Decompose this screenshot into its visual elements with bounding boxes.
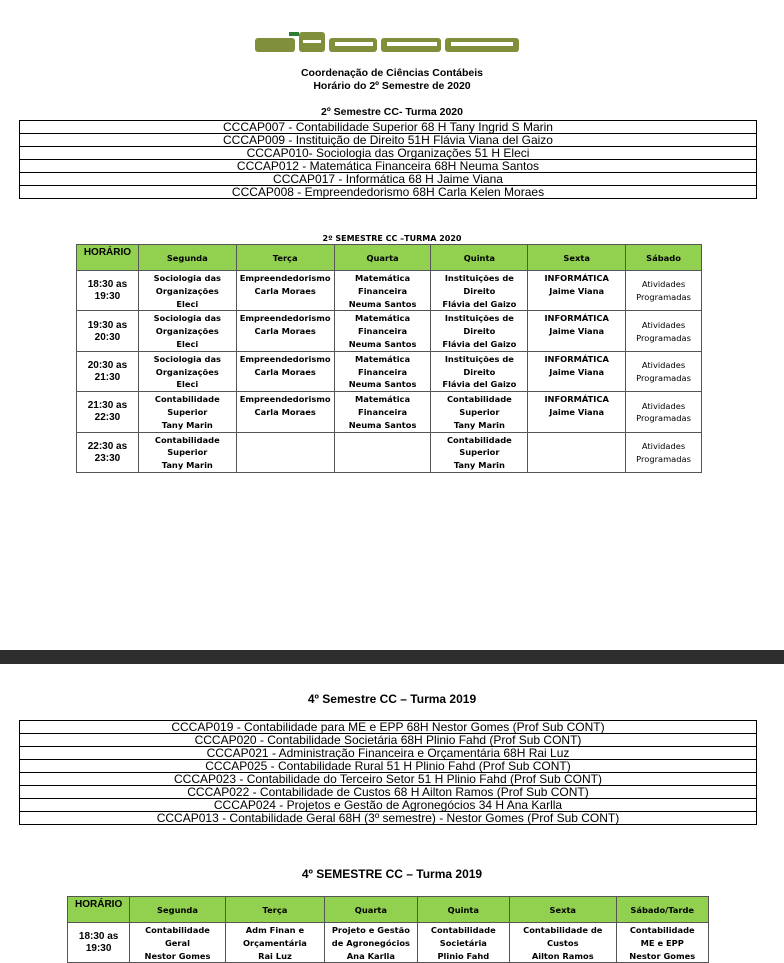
class-text: Societária (439, 937, 487, 948)
class-cell (528, 432, 626, 472)
class-text: Financeira (358, 285, 408, 296)
course-row (20, 760, 757, 773)
column-header: Segunda (130, 897, 225, 923)
class-text: Contabilidade (430, 925, 496, 935)
class-cell (138, 271, 236, 311)
class-text: Financeira (358, 406, 408, 417)
time-cell (77, 392, 139, 432)
class-text: Programadas (636, 292, 691, 303)
coordination-title: Coordenação de Ciências Contábeis (300, 67, 484, 79)
sem2-table-title: 2º SEMESTRE CC –TURMA 2020 (322, 234, 462, 243)
class-text: Atividades (641, 319, 686, 330)
schedule-row (77, 432, 702, 472)
class-cell (626, 311, 702, 351)
class-text: Empreendedorismo (239, 353, 331, 364)
time-text: 19:30 as (87, 319, 128, 331)
column-header: Terça (236, 245, 334, 271)
course-row (20, 734, 757, 747)
class-text: Superior (459, 447, 500, 458)
column-header: Segunda (138, 245, 236, 271)
column-header: Sábado/Tarde (616, 897, 709, 923)
class-text: Direito (463, 326, 496, 337)
document-page-2 (0, 664, 784, 961)
class-text: Projeto e Gestão (331, 925, 410, 935)
column-header: Quarta (325, 897, 417, 923)
class-text: Carla Moraes (254, 366, 316, 377)
class-cell (138, 432, 236, 472)
class-cell (431, 271, 528, 311)
class-text: Financeira (358, 366, 408, 377)
class-text: de Agronegócios (331, 937, 410, 948)
class-text: Matemática (355, 313, 411, 324)
class-cell (334, 392, 431, 432)
class-text: INFORMÁTICA (544, 273, 609, 283)
class-cell (626, 432, 702, 472)
class-text: Atividades (641, 440, 686, 451)
course-entry: CCCAP007 - Contabilidade Superior 68 H Tany Ingrid S Marin (20, 121, 757, 134)
class-text: Neuma Santos (348, 379, 417, 390)
class-text: Sociologia das (153, 353, 221, 364)
class-cell (616, 923, 709, 963)
class-text: Programadas (636, 453, 691, 464)
class-cell (130, 923, 225, 963)
class-text: Jaime Viana (549, 285, 605, 296)
class-text: Sociologia das (153, 273, 221, 283)
class-cell (334, 432, 431, 472)
class-text: Instituições de (444, 313, 514, 324)
class-text: INFORMÁTICA (544, 394, 609, 405)
class-text: Superior (167, 406, 208, 417)
class-text: Matemática (355, 394, 411, 405)
class-text: Neuma Santos (348, 338, 417, 349)
class-text: Custos (546, 937, 579, 948)
course-entry: CCCAP025 - Contabilidade Rural 51 H Plinio Fahd (Prof Sub CONT) (20, 760, 757, 773)
time-cell (68, 923, 130, 963)
class-text: Organizações (155, 366, 219, 377)
class-text: Geral (165, 937, 190, 948)
class-cell (236, 432, 334, 472)
class-text: Flávia del Gaizo (442, 338, 517, 349)
class-cell (236, 271, 334, 311)
course-entry: CCCAP024 - Projetos e Gestão de Agronegócios 34 H Ana Karlla (20, 799, 757, 812)
column-header: Sexta (510, 897, 616, 923)
page-divider (0, 650, 784, 664)
class-cell (431, 432, 528, 472)
class-cell (138, 392, 236, 432)
course-row (20, 173, 757, 186)
course-entry: CCCAP021 - Administração Financeira e Orçamentária 68H Rai Luz (20, 747, 757, 760)
column-header: HORÁRIO (68, 897, 130, 923)
class-text: Atividades (641, 400, 686, 411)
class-text: INFORMÁTICA (544, 313, 609, 324)
class-text: Contabilidade (446, 394, 512, 405)
class-text: Contabilidade (629, 925, 695, 935)
sem4-list-title: 4º Semestre CC – Turma 2019 (307, 692, 477, 706)
class-text: Neuma Santos (348, 298, 417, 309)
class-text: Rai Luz (258, 950, 292, 961)
class-text: Nestor Gomes (629, 950, 696, 961)
class-cell (334, 271, 431, 311)
class-text: Plinio Fahd (437, 950, 490, 961)
course-row (20, 186, 757, 199)
class-cell (138, 311, 236, 351)
time-text: 22:30 (94, 412, 121, 424)
time-cell (77, 432, 139, 472)
class-text: Superior (167, 447, 208, 458)
class-text: Empreendedorismo (239, 273, 331, 283)
class-text: Programadas (636, 332, 691, 343)
class-text: Eleci (176, 379, 199, 390)
class-text: Eleci (176, 298, 199, 309)
class-text: Programadas (636, 372, 691, 383)
class-text: Tany Marin (453, 419, 505, 430)
schedule-row (68, 923, 709, 963)
course-row (20, 160, 757, 173)
time-text: 22:30 as (87, 440, 128, 452)
time-text: 19:30 (94, 291, 121, 303)
sem2-course-list (19, 120, 757, 199)
class-cell (626, 392, 702, 432)
class-cell (626, 271, 702, 311)
class-text: Programadas (636, 413, 691, 424)
class-cell (528, 271, 626, 311)
course-entry: CCCAP008 - Empreendedorismo 68H Carla Kelen Moraes (20, 186, 757, 199)
class-cell (334, 311, 431, 351)
time-text: 20:30 as (87, 359, 128, 371)
course-row (20, 773, 757, 786)
time-cell (77, 311, 139, 351)
class-text: Financeira (358, 326, 408, 337)
class-text: Ailton Ramos (531, 950, 594, 961)
class-text: Direito (463, 285, 496, 296)
class-cell (138, 351, 236, 391)
class-text: Carla Moraes (254, 285, 316, 296)
class-text: Contabilidade (446, 434, 512, 445)
ufra-logo (255, 30, 520, 56)
time-text: 18:30 as (87, 279, 128, 291)
course-entry: CCCAP019 - Contabilidade para ME e EPP 68H Nestor Gomes (Prof Sub CONT) (20, 721, 757, 734)
sem2-list-title: 2º Semestre CC- Turma 2020 (321, 106, 463, 118)
class-text: Ana Karlla (346, 950, 395, 961)
class-cell (225, 923, 324, 963)
class-cell (431, 392, 528, 432)
class-cell (334, 351, 431, 391)
class-text: Contabilidade (145, 925, 210, 935)
class-cell (236, 311, 334, 351)
class-text: Eleci (176, 338, 199, 349)
class-text: Matemática (355, 273, 411, 283)
class-text: Flávia del Gaizo (442, 298, 517, 309)
sem4-schedule-table (67, 896, 709, 963)
class-text: Direito (463, 366, 496, 377)
course-row (20, 799, 757, 812)
column-header: Terça (225, 897, 324, 923)
column-header: Sábado (626, 245, 702, 271)
class-cell (236, 351, 334, 391)
class-cell (626, 351, 702, 391)
class-text: Empreendedorismo (239, 394, 331, 405)
course-row (20, 786, 757, 799)
sem2-schedule-table (76, 244, 702, 473)
class-text: Instituições de (444, 353, 514, 364)
class-text: Organizações (155, 285, 219, 296)
class-text: Tany Marin (161, 460, 213, 471)
schedule-title: Horário do 2º Semestre de 2020 (313, 80, 471, 92)
schedule-row (77, 271, 702, 311)
time-text: 21:30 (94, 371, 121, 383)
class-text: Contabilidade (154, 394, 220, 405)
course-entry: CCCAP022 - Contabilidade de Custos 68 H Ailton Ramos (Prof Sub CONT) (20, 786, 757, 799)
class-text: Jaime Viana (549, 406, 605, 417)
class-text: Neuma Santos (348, 419, 417, 430)
class-cell (431, 351, 528, 391)
class-text: Instituições de (444, 273, 514, 283)
column-header: HORÁRIO (77, 245, 139, 271)
course-entry: CCCAP009 - Instituição de Direito 51H Flávia Viana del Gaizo (20, 134, 757, 147)
time-text: 21:30 as (87, 400, 128, 412)
time-text: 19:30 (85, 943, 112, 955)
column-header: Quinta (431, 245, 528, 271)
class-text: Orçamentária (242, 937, 307, 948)
class-text: Adm Finan e (245, 925, 305, 935)
class-cell (417, 923, 509, 963)
course-row (20, 747, 757, 760)
column-header: Quarta (334, 245, 431, 271)
class-cell (528, 392, 626, 432)
time-text: 23:30 (94, 452, 121, 464)
class-text: Empreendedorismo (239, 313, 331, 324)
schedule-row (77, 392, 702, 432)
schedule-row (77, 351, 702, 391)
class-cell (236, 392, 334, 432)
sem4-table-title: 4º SEMESTRE CC – Turma 2019 (301, 867, 483, 881)
course-row (20, 121, 757, 134)
class-text: Matemática (355, 353, 411, 364)
class-text: Organizações (155, 326, 219, 337)
class-text: Carla Moraes (254, 326, 316, 337)
class-cell (510, 923, 616, 963)
class-text: INFORMÁTICA (544, 353, 609, 364)
class-text: Tany Marin (161, 419, 213, 430)
class-text: Tany Marin (453, 460, 505, 471)
class-text: Atividades (641, 360, 686, 371)
course-row (20, 147, 757, 160)
class-text: Contabilidade de (523, 925, 603, 935)
column-header: Sexta (528, 245, 626, 271)
time-cell (77, 271, 139, 311)
class-cell (431, 311, 528, 351)
class-text: ME e EPP (640, 937, 684, 948)
course-row (20, 812, 757, 825)
class-text: Flávia del Gaizo (442, 379, 517, 390)
time-text: 18:30 as (78, 931, 119, 943)
course-row (20, 134, 757, 147)
class-text: Atividades (641, 279, 686, 290)
course-entry: CCCAP010- Sociologia das Organizações 51 H Eleci (20, 147, 757, 160)
schedule-row (77, 311, 702, 351)
course-entry: CCCAP017 - Informática 68 H Jaime Viana (20, 173, 757, 186)
course-entry: CCCAP012 - Matemática Financeira 68H Neuma Santos (20, 160, 757, 173)
course-entry: CCCAP023 - Contabilidade do Terceiro Setor 51 H Plinio Fahd (Prof Sub CONT) (20, 773, 757, 786)
class-cell (528, 311, 626, 351)
time-cell (77, 351, 139, 391)
class-text: Carla Moraes (254, 406, 316, 417)
course-row (20, 721, 757, 734)
class-cell (528, 351, 626, 391)
column-header: Quinta (417, 897, 509, 923)
class-text: Contabilidade (154, 434, 220, 445)
class-text: Jaime Viana (549, 366, 605, 377)
class-text: Sociologia das (153, 313, 221, 324)
class-text: Jaime Viana (549, 326, 605, 337)
time-text: 20:30 (94, 331, 121, 343)
course-entry: CCCAP020 - Contabilidade Societária 68H Plinio Fahd (Prof Sub CONT) (20, 734, 757, 747)
class-text: Superior (459, 406, 500, 417)
course-entry: CCCAP013 - Contabilidade Geral 68H (3º semestre) - Nestor Gomes (Prof Sub CONT) (20, 812, 757, 825)
sem4-course-list (19, 720, 757, 825)
class-text: Nestor Gomes (144, 950, 211, 961)
class-cell (325, 923, 417, 963)
